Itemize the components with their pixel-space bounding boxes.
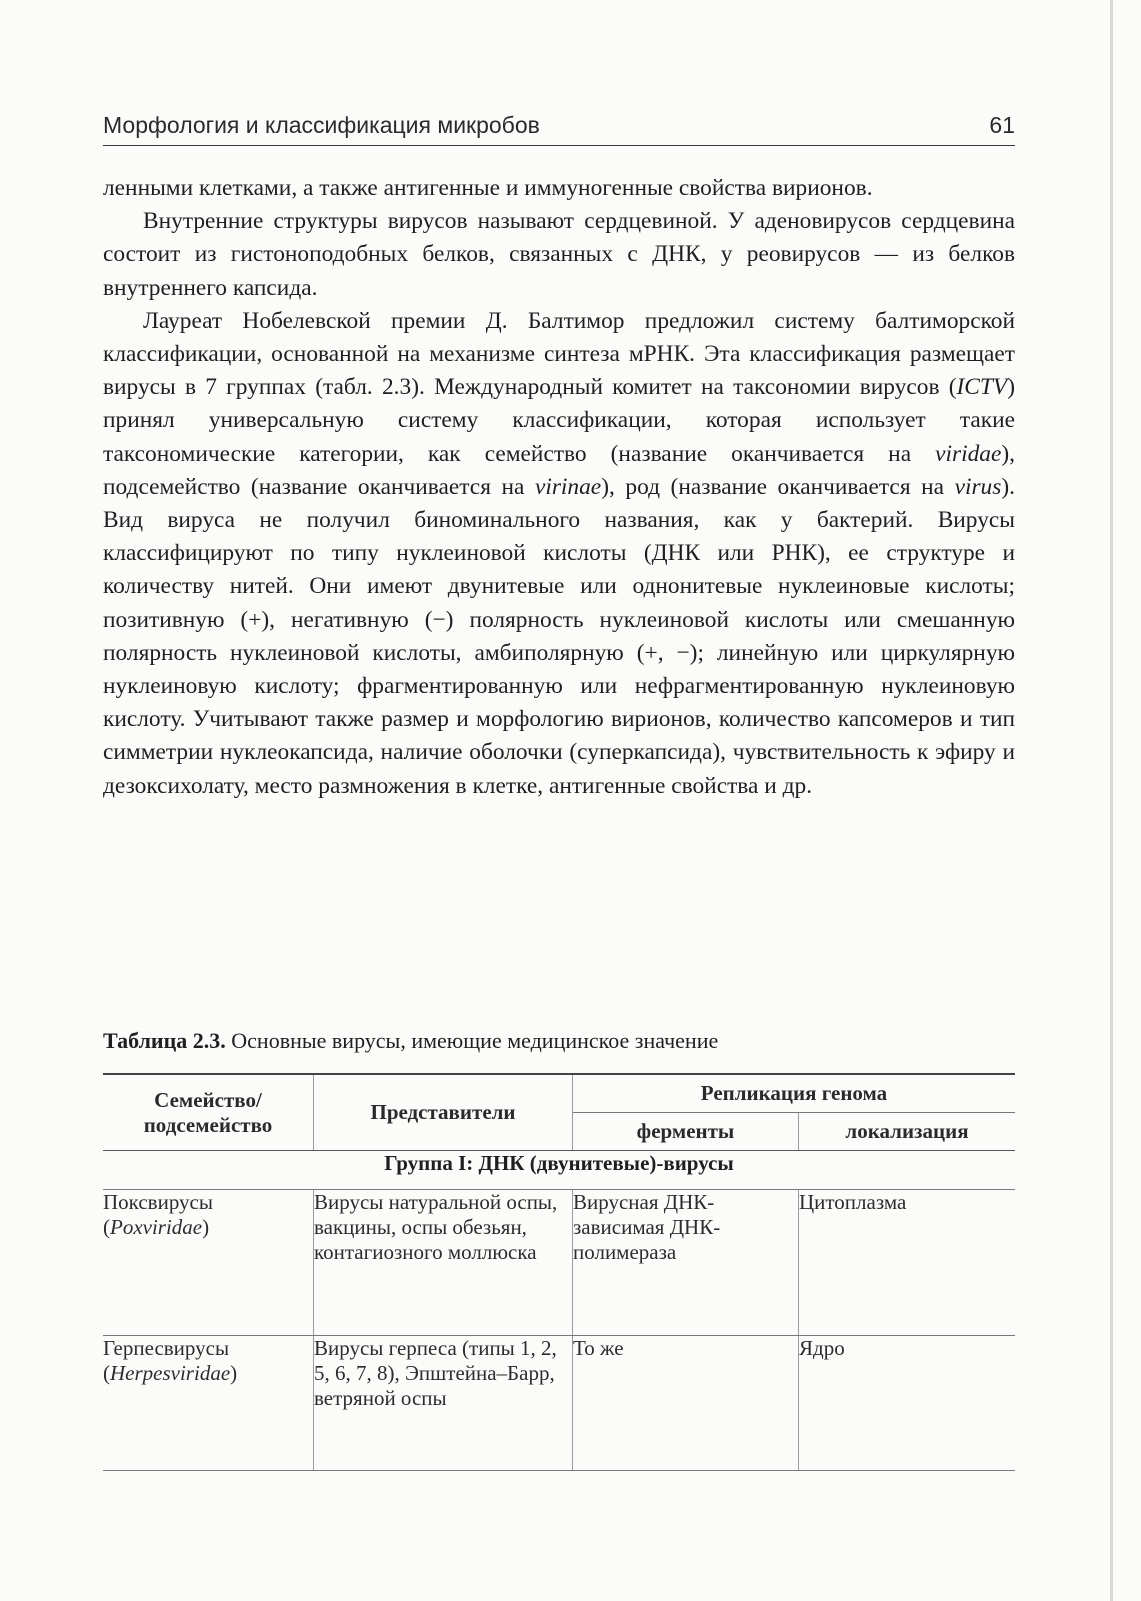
localization-cell: Ядро [799, 1336, 1016, 1471]
representatives-cell: Вирусы натуральной оспы, вакцины, оспы обезьян, контагиозного моллюска [314, 1190, 573, 1336]
table-caption [103, 1026, 1015, 1056]
enzymes-cell: То же [573, 1336, 799, 1471]
paragraph-2: Внутренние структуры вирусов называют сердцевиной. У аденовирусов сердцевина состоит из гистоноподобных белков, связанных с ДНК, у реовирусов — из белков внутреннего капсида. [103, 208, 1015, 301]
ictv-abbr: ICTV [956, 374, 1008, 401]
virinae-term: virinae [534, 473, 602, 500]
enzymes-cell: Вирусная ДНК-зависимая ДНК-полимераза [573, 1190, 799, 1336]
section-title: Морфология и классификация микробов [103, 112, 540, 138]
family-cell: Поксвирусы (Poxviridae) [103, 1190, 314, 1336]
page-edge [1110, 0, 1113, 1601]
representatives-cell: Вирусы герпеса (типы 1, 2, 5, 6, 7, 8), Эпштейна–Барр, ветряной оспы [314, 1336, 573, 1471]
p3-part-b: ) принял универсальную систему классификации, которая использует такие таксономические категории, как семейство (название оканчивается на [103, 374, 1015, 467]
family-name: Поксвирусы [103, 1190, 213, 1214]
family-cell: Герпесвирусы (Herpesviridae) [103, 1336, 314, 1471]
header-enzymes: ферменты [573, 1113, 799, 1151]
header-localization: локализация [799, 1113, 1016, 1151]
viridae-term: viridae [935, 440, 1002, 467]
body-text [103, 172, 1015, 803]
paragraph-1: ленными клетками, а также антигенные и иммуногенные свойства вирионов. [103, 175, 873, 201]
p3-part-a: Лауреат Нобелевской премии Д. Балтимор предложил систему балтиморской классификации, основанной на механизме синтеза мРНК. Эта классификация размещает вирусы в 7 группах (табл. 2.3). Международный комитет на таксономии вирусов ( [103, 307, 1015, 401]
running-header [103, 112, 1015, 146]
p3-part-e: ). Вид вируса не получил биноминального названия, как у бактерий. Вирусы классифицируют по типу нуклеиновой кислоты (ДНК или РНК), ее структуре и количеству нитей. Они имеют двунитевые или однонитевые нуклеиновые кислоты; позитивную (+), негативную (−) полярность нуклеиновой кислоты или смешанную полярность нуклеиновой кислоты, амбиполярную (+, −); линейную или циркулярную нуклеиновую кислоту; фрагментированную или нефрагментированную нуклеиновую кислоту. Учитывают также размер и морфологию вирионов, количество капсомеров и тип симметрии нуклеокапсида, наличие оболочки (суперкапсида), чувствительность к эфиру и дезоксихолату, место размножения в клетке, антигенные свойства и др. [103, 473, 1015, 799]
localization-cell: Цитоплазма [799, 1190, 1016, 1336]
header-representatives: Представители [314, 1074, 573, 1151]
p3-part-d: ), род (название оканчивается на [601, 473, 955, 500]
virus-term: virus [954, 473, 1002, 500]
family-latin: Poxviridae [110, 1215, 203, 1239]
paragraph-3 [103, 305, 1015, 803]
virus-table [103, 1073, 1015, 1471]
header-replication: Репликация генома [573, 1074, 1016, 1113]
family-name: Герпесвирусы [103, 1336, 230, 1360]
family-latin: Herpesviridae [110, 1361, 231, 1385]
table-caption-label: Таблица 2.3. [103, 1028, 226, 1053]
table-caption-text: Основные вирусы, имеющие медицинское значение [225, 1028, 719, 1053]
table-row [103, 1190, 1015, 1336]
table-row [103, 1336, 1015, 1471]
header-family: Семейство/подсемейство [103, 1074, 314, 1151]
p3-part-c: ), подсемейство (название оканчивается на [103, 440, 1015, 500]
page-number: 61 [989, 112, 1015, 138]
group-1-heading: Группа I: ДНК (двунитевые)-вирусы [103, 1151, 1015, 1190]
